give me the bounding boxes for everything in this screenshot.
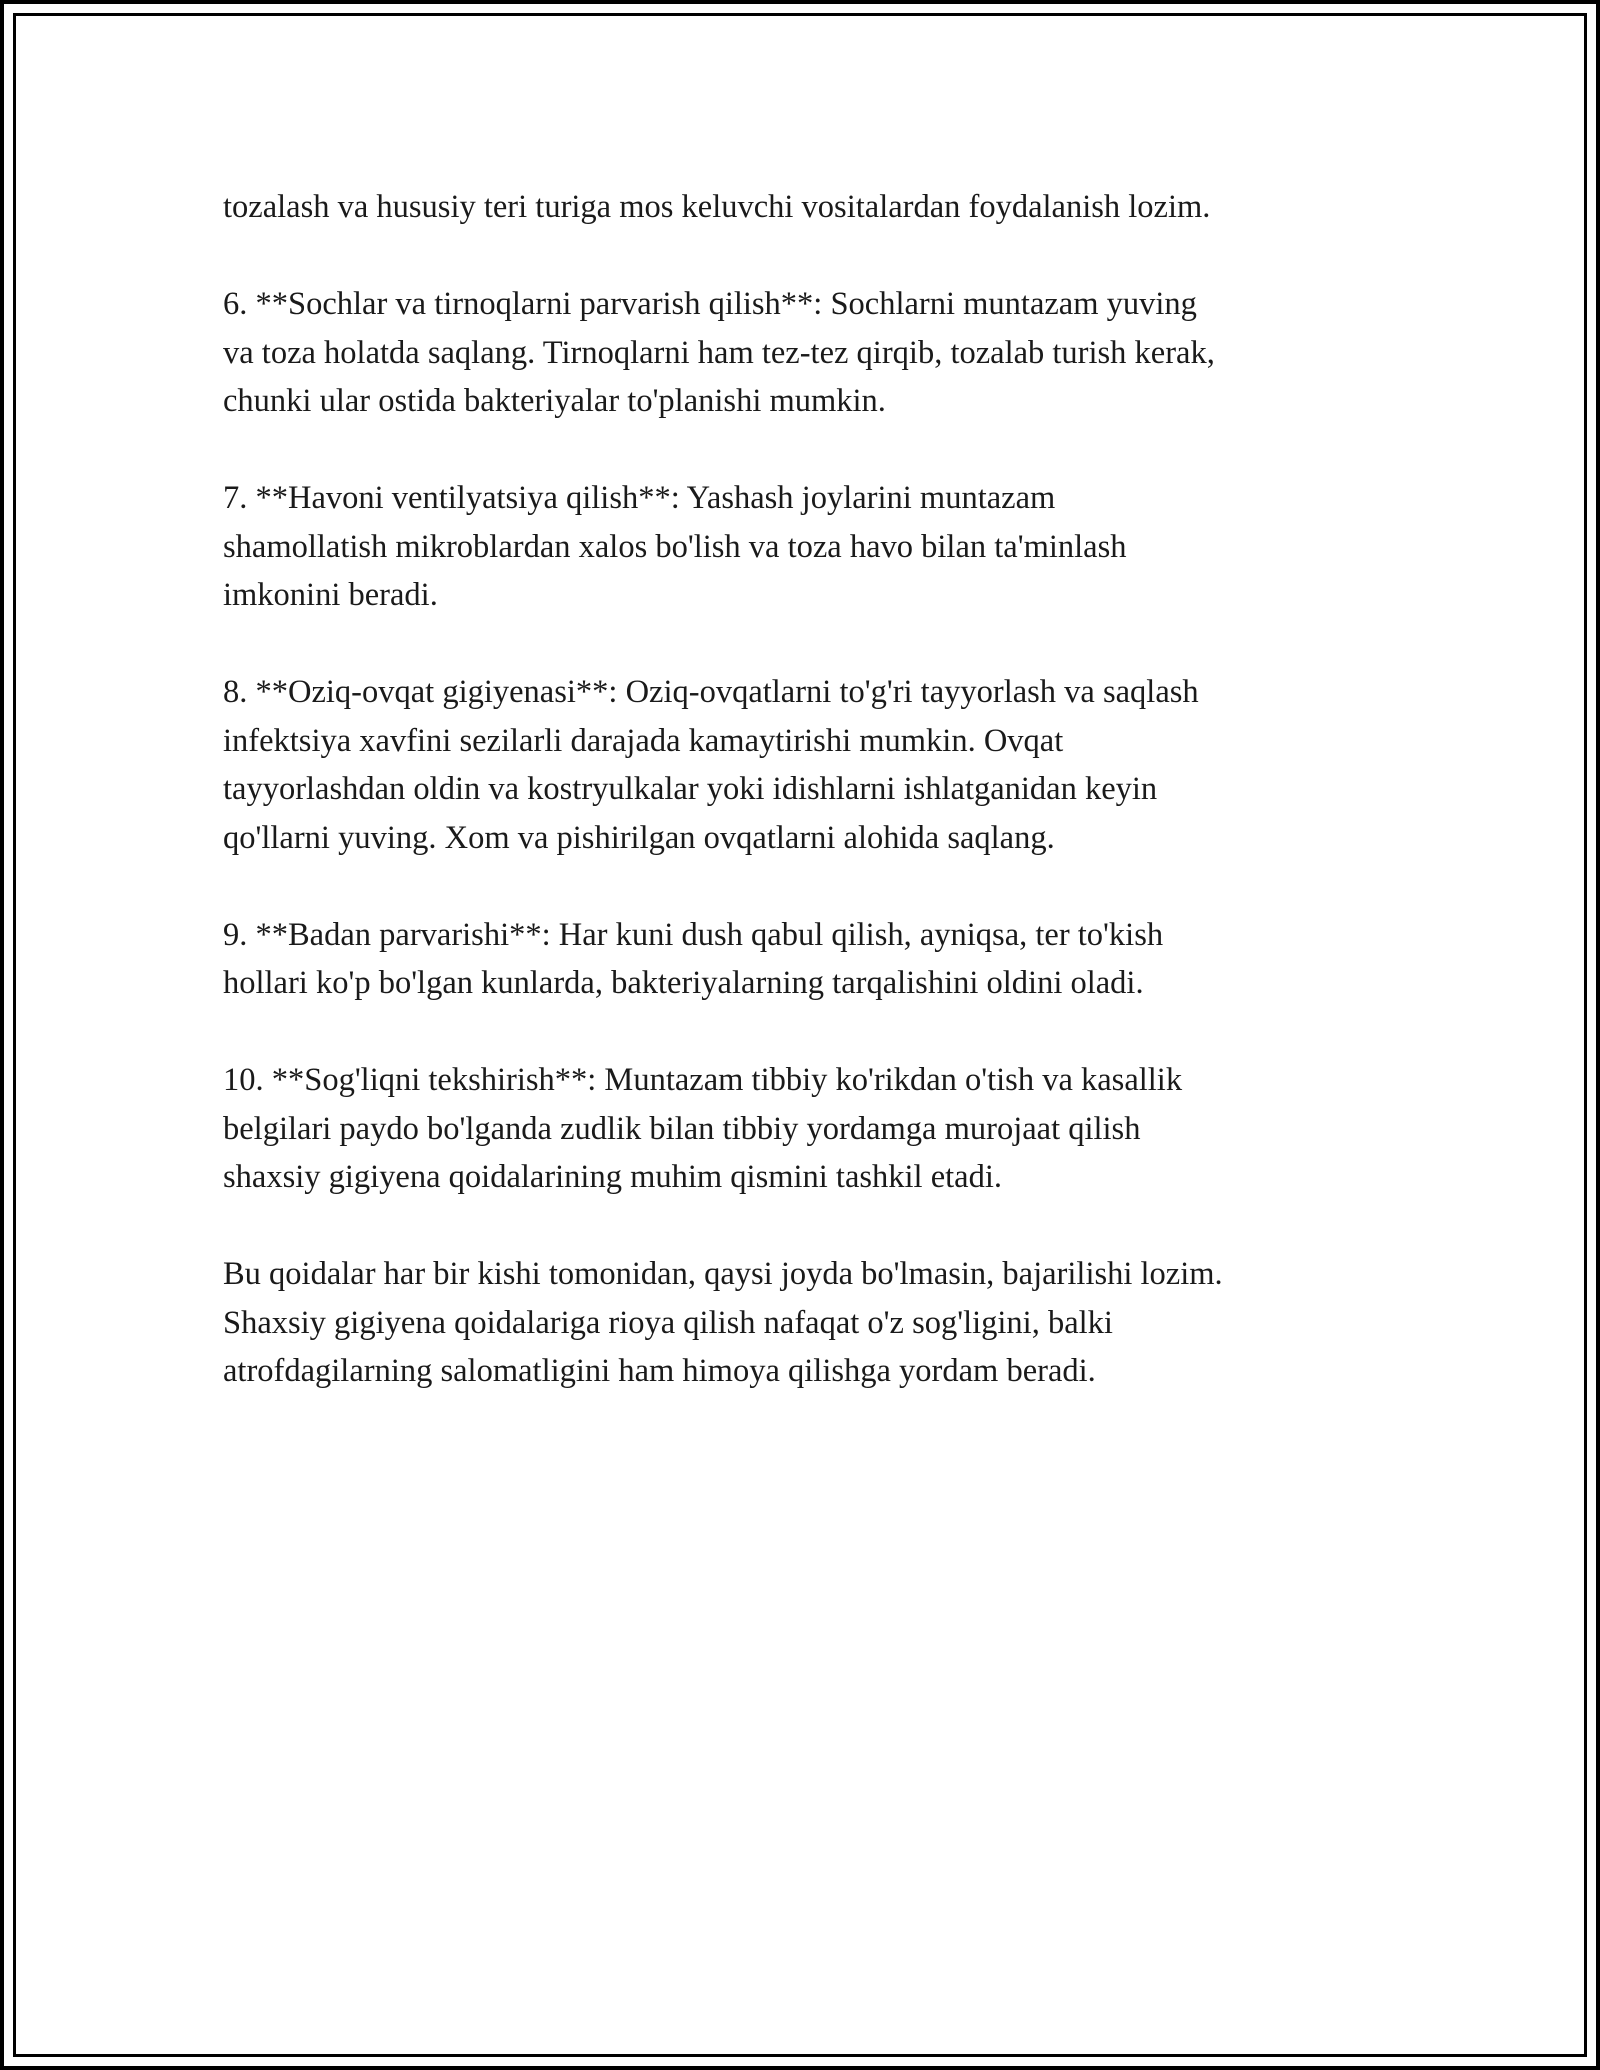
text-line: imkonini beradi. [223,577,438,613]
paragraph-conclusion [223,1250,1383,1396]
text-line: Shaxsiy gigiyena qoidalariga rioya qilish nafaqat o'z sog'ligini, balki [223,1304,1113,1341]
text-line: hollari ko'p bo'lgan kunlarda, bakteriyalarning tarqalishini oldini oladi. [223,965,1144,1001]
paragraph-item-9 [223,911,1383,1008]
text-line: shamollatish mikroblardan xalos bo'lish va toza havo bilan ta'minlash [223,528,1127,565]
text-line: 8. **Oziq-ovqat gigiyenasi**: Oziq-ovqatlarni to'g'ri tayyorlash va saqlash [223,674,1199,710]
paragraph-item-8 [223,668,1383,862]
text-line: 9. **Badan parvarishi**: Har kuni dush qabul qilish, ayniqsa, ter to'kish [223,916,1164,953]
text-line: belgilari paydo bo'lganda zudlik bilan tibbiy yordamga murojaat qilish [223,1110,1141,1147]
text-line: Bu qoidalar har bir kishi tomonidan, qaysi joyda bo'lmasin, bajarilishi lozim. [223,1256,1223,1292]
text-line: atrofdagilarning salomatligini ham himoya qilishga yordam beradi. [223,1353,1096,1389]
paragraph-item-6 [223,280,1383,426]
paragraph-continuation [223,183,1383,232]
text-line: va toza holatda saqlang. Tirnoqlarni ham tez-tez qirqib, tozalab turish kerak, [223,334,1215,371]
text-line: infektsiya xavfini sezilarli darajada kamaytirishi mumkin. Ovqat [223,722,1064,759]
text-line: 7. **Havoni ventilyatsiya qilish**: Yashash joylarini muntazam [223,480,1056,516]
text-line: 10. **Sog'liqni tekshirish**: Muntazam tibbiy ko'rikdan o'tish va kasallik [223,1062,1183,1098]
text-line: tayyorlashdan oldin va kostryulkalar yoki idishlarni ishlatganidan keyin [223,771,1158,807]
document-body [223,183,1383,1444]
paragraph-item-10 [223,1056,1383,1202]
text-line: tozalash va hususiy teri turiga mos keluvchi vositalardan foydalanish lozim. [223,189,1211,225]
text-line: chunki ular ostida bakteriyalar to'planishi mumkin. [223,383,886,419]
text-line: shaxsiy gigiyena qoidalarining muhim qismini tashkil etadi. [223,1159,1003,1195]
text-line: 6. **Sochlar va tirnoqlarni parvarish qilish**: Sochlarni muntazam yuving [223,286,1197,322]
paragraph-item-7 [223,474,1383,620]
text-line: qo'llarni yuving. Xom va pishirilgan ovqatlarni alohida saqlang. [223,819,1055,856]
